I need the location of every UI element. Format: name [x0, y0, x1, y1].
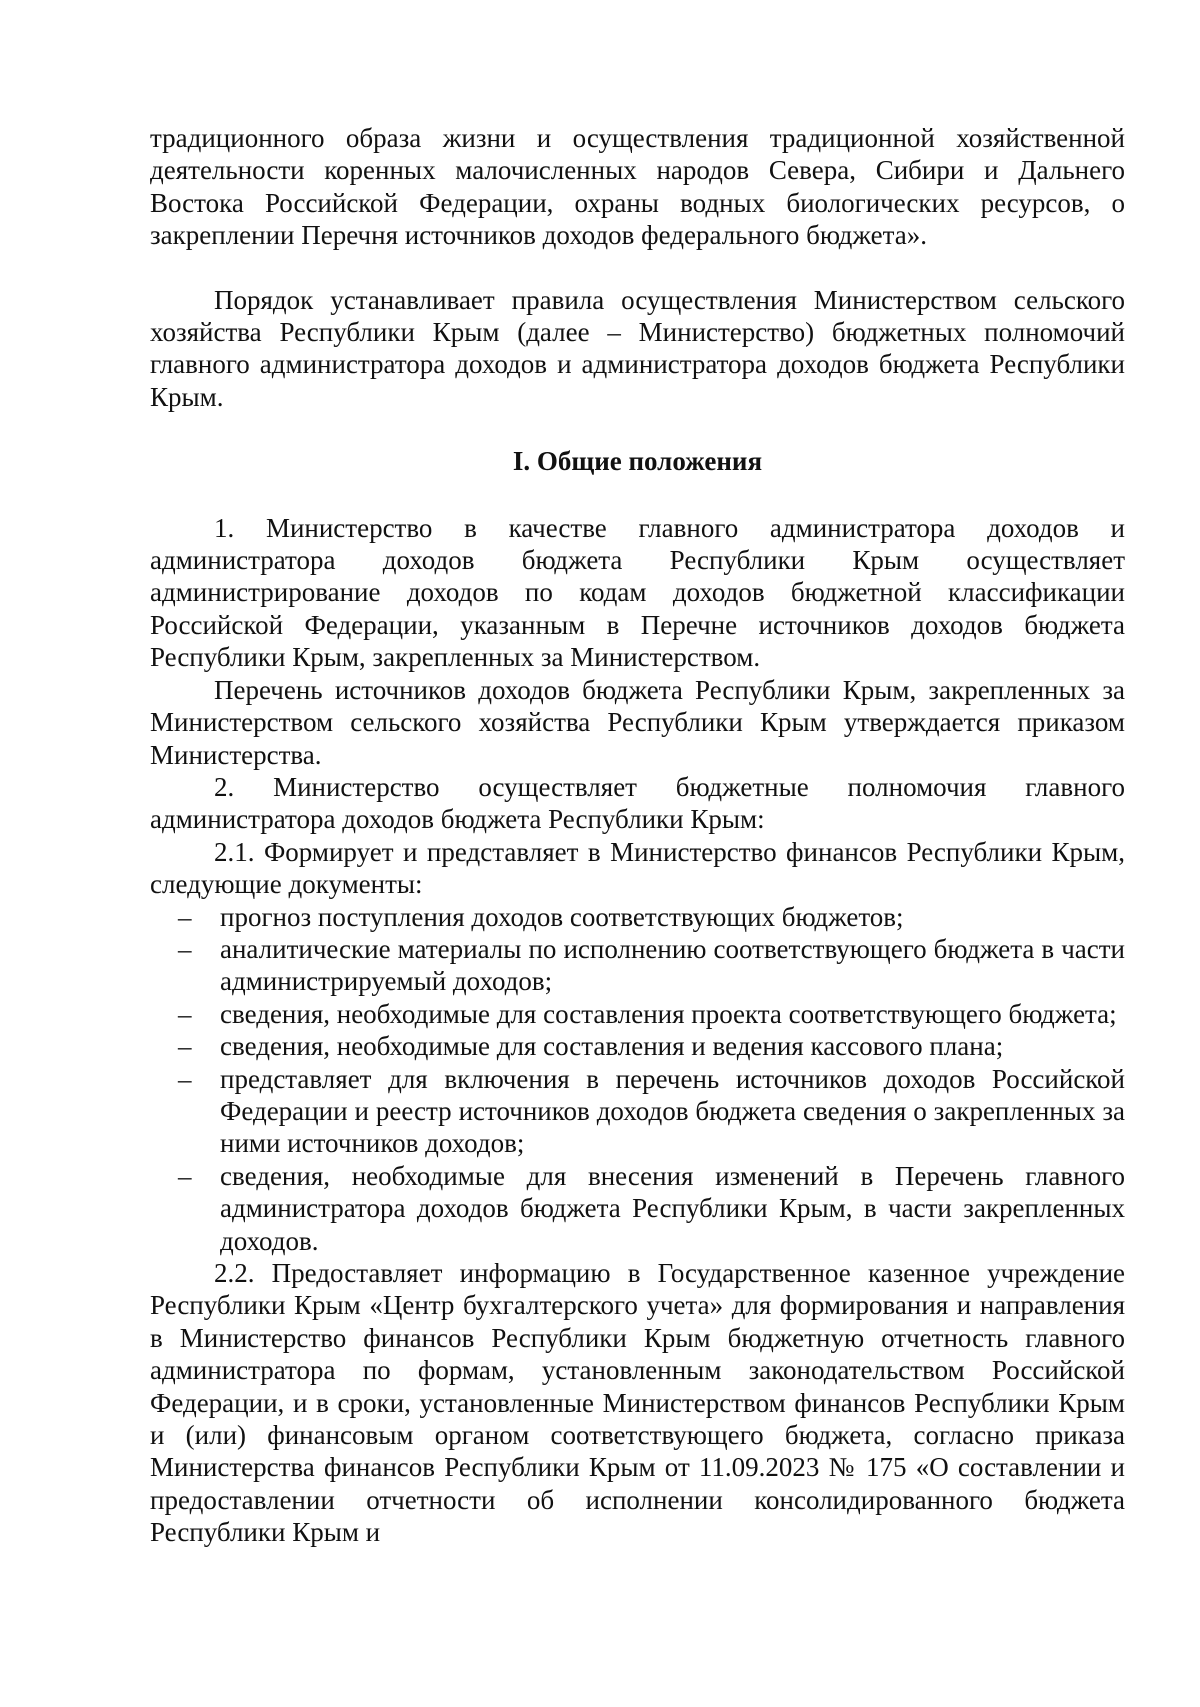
dash-marker: –	[178, 933, 192, 964]
section-heading: I. Общие положения	[512, 446, 763, 477]
continuation-paragraph: традиционного образа жизни и осуществления традиционной хозяйственной деятельности коренных малочисленных народов Севера, Сибири и Дальнего Востока Российской Федерации, охраны водных биологических ресурсов, о закреплении Перечня источников доходов федерального бюджета».	[150, 123, 1125, 251]
list-item-text: прогноз поступления доходов соответствующих бюджетов;	[220, 901, 904, 932]
list-item-text: представляет для включения в перечень источников доходов Российской Федерации и реестр источников доходов бюджета сведения о закрепленных за ними источников доходов;	[220, 1063, 1125, 1159]
list-item-text: сведения, необходимые для внесения изменений в Перечень главного администратора доходов бюджета Республики Крым, в части закрепленных доходов.	[220, 1160, 1125, 1256]
dash-marker: –	[178, 1160, 192, 1191]
dash-marker: –	[178, 1031, 192, 1062]
dash-marker: –	[178, 998, 192, 1029]
dash-marker: –	[178, 901, 192, 932]
dash-marker: –	[178, 1063, 192, 1094]
list-item-text: аналитические материалы по исполнению соответствующего бюджета в части администрируемый доходов;	[220, 933, 1125, 997]
paragraph-list-approval: Перечень источников доходов бюджета Республики Крым, закрепленных за Министерством сельского хозяйства Республики Крым утверждается приказом Министерства.	[150, 674, 1125, 770]
list-item	[150, 933, 1125, 998]
list-item	[150, 998, 1125, 1030]
list-item	[150, 901, 1125, 933]
paragraph-2-2: 2.2. Предоставляет информацию в Государственное казенное учреждение Республики Крым «Центр бухгалтерского учета» для формирования и направления в Министерство финансов Республики Крым бюджетную отчетность главного администратора по формам, установленным законодательством Российской Федерации, и в сроки, установленные Министерством финансов Республики Крым и (или) финансовым органом соответствующего бюджета, согласно приказа Министерства финансов Республики Крым от 11.09.2023 № 175 «О составлении и предоставлении отчетности об исполнении консолидированного бюджета Республики Крым и	[150, 1258, 1125, 1548]
paragraph-1: 1. Министерство в качестве главного администратора доходов и администратора доходов бюджета Республики Крым осуществляет администрирование доходов по кодам доходов бюджетной классификации Российской Федерации, указанным в Перечне источников доходов бюджета Республики Крым, закрепленных за Министерством.	[150, 512, 1125, 673]
list-item	[150, 1160, 1125, 1257]
list-item	[150, 1030, 1125, 1062]
list-item-text: сведения, необходимые для составления и ведения кассового плана;	[220, 1031, 1004, 1062]
documents-list	[150, 901, 1125, 1257]
intro-paragraph: Порядок устанавливает правила осуществления Министерством сельского хозяйства Республики Крым (далее – Министерство) бюджетных полномочий главного администратора доходов и администратора доходов бюджета Республики Крым.	[150, 284, 1125, 412]
list-item	[150, 1063, 1125, 1160]
paragraph-2-1: 2.1. Формирует и представляет в Министерство финансов Республики Крым, следующие документы:	[150, 836, 1125, 900]
list-item-text: сведения, необходимые для составления проекта соответствующего бюджета;	[220, 998, 1117, 1029]
paragraph-2: 2. Министерство осуществляет бюджетные полномочия главного администратора доходов бюджета Республики Крым:	[150, 771, 1125, 835]
document-page	[150, 122, 1125, 1549]
